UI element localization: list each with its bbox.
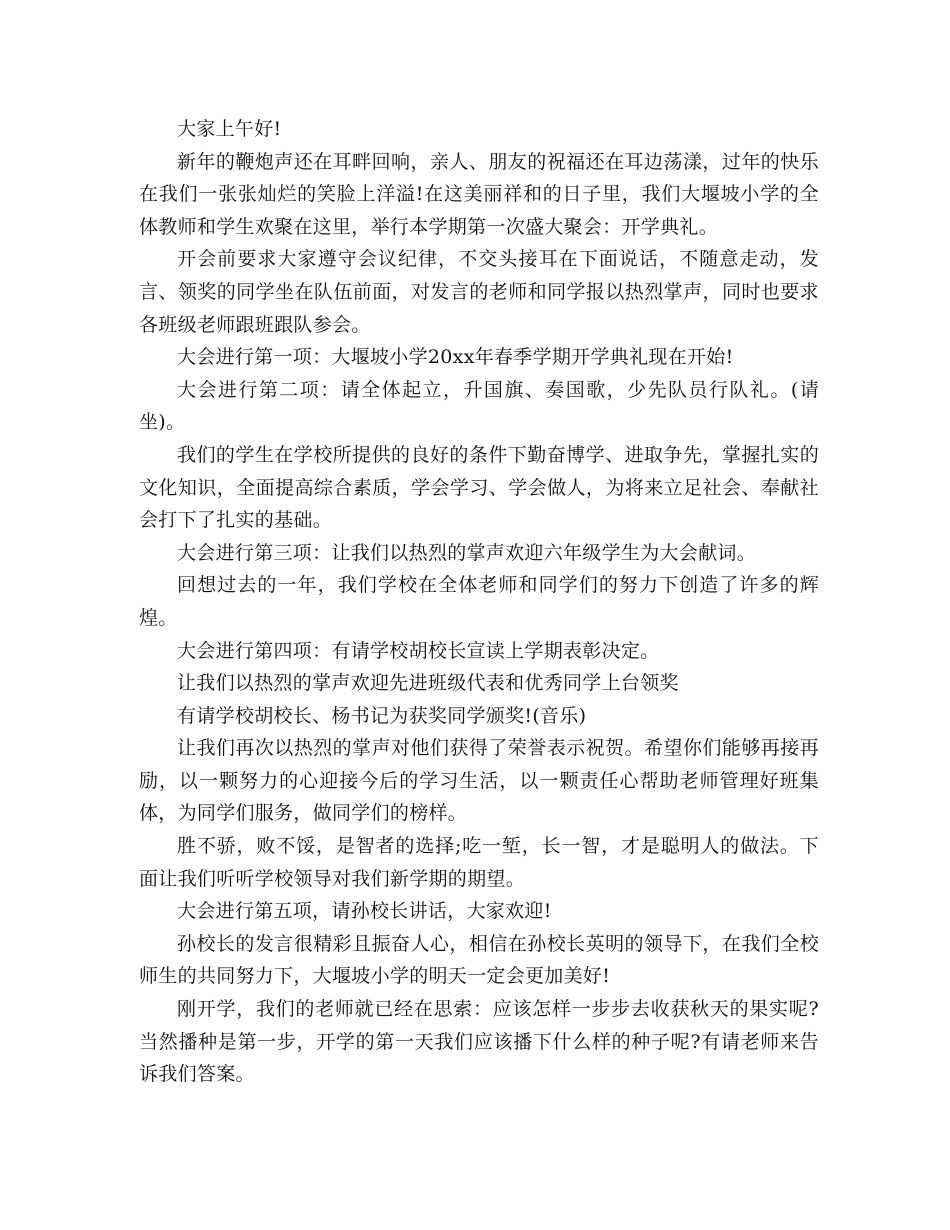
paragraph-item-five: 大会进行第五项，请孙校长讲话，大家欢迎! bbox=[177, 900, 552, 923]
paragraph-award-present: 有请学校胡校长、杨书记为获奖同学颁奖!(音乐) bbox=[177, 704, 587, 727]
paragraph-review: 回想过去的一年，我们学校在全体老师和同学们的努力下创造了许多的辉煌。 bbox=[139, 574, 819, 629]
paragraph-wisdom: 胜不骄，败不馁，是智者的选择;吃一堑，长一智，才是聪明人的做法。下面让我们听听学校领导对我们新学期的期望。 bbox=[139, 835, 819, 890]
paragraph-speech-summary: 孙校长的发言很精彩且振奋人心，相信在孙校长英明的领导下，在我们全校师生的共同努力下，大堰坡小学的明天一定会更加美好! bbox=[139, 932, 819, 988]
paragraph-new-year: 新年的鞭炮声还在耳畔回响，亲人、朋友的祝福还在耳边荡漾，过年的快乐在我们一张张灿烂的笑脸上洋溢!在这美丽祥和的日子里，我们大堰坡小学的全体教师和学生欢聚在这里，举行本学期第一次盛大聚会：开学典礼。 bbox=[139, 150, 819, 238]
document-body bbox=[139, 113, 819, 1091]
paragraph-item-four: 大会进行第四项：有请学校胡校长宣读上学期表彰决定。 bbox=[177, 639, 660, 662]
paragraph-congratulations: 让我们再次以热烈的掌声对他们获得了荣誉表示祝贺。希望你们能够再接再励，以一颗努力的心迎接今后的学习生活，以一颗责任心帮助老师管理好班集体，为同学们服务，做同学们的榜样。 bbox=[139, 737, 819, 825]
paragraph-teacher-intro: 刚开学，我们的老师就已经在思索：应该怎样一步步去收获秋天的果实呢?当然播种是第一步，开学的第一天我们应该播下什么样的种子呢?有请老师来告诉我们答案。 bbox=[139, 998, 819, 1086]
paragraph-greeting: 大家上午好! bbox=[177, 118, 282, 140]
paragraph-item-two: 大会进行第二项：请全体起立，升国旗、奏国歌，少先队员行队礼。(请坐)。 bbox=[139, 378, 819, 434]
paragraph-item-one: 大会进行第一项：大堰坡小学20xx年春季学期开学典礼现在开始! bbox=[177, 346, 734, 369]
paragraph-item-three: 大会进行第三项：让我们以热烈的掌声欢迎六年级学生为大会献词。 bbox=[177, 541, 757, 564]
paragraph-award-welcome: 让我们以热烈的掌声欢迎先进班级代表和优秀同学上台领奖 bbox=[177, 672, 679, 695]
paragraph-meeting-rules: 开会前要求大家遵守会议纪律，不交头接耳在下面说话，不随意走动，发言、领奖的同学坐在队伍前面，对发言的老师和同学报以热烈掌声，同时也要求各班级老师跟班跟队参会。 bbox=[139, 248, 819, 336]
paragraph-students: 我们的学生在学校所提供的良好的条件下勤奋博学、进取争先，掌握扎实的文化知识，全面提高综合素质，学会学习、学会做人，为将来立足社会、奉献社会打下了扎实的基础。 bbox=[139, 443, 819, 532]
